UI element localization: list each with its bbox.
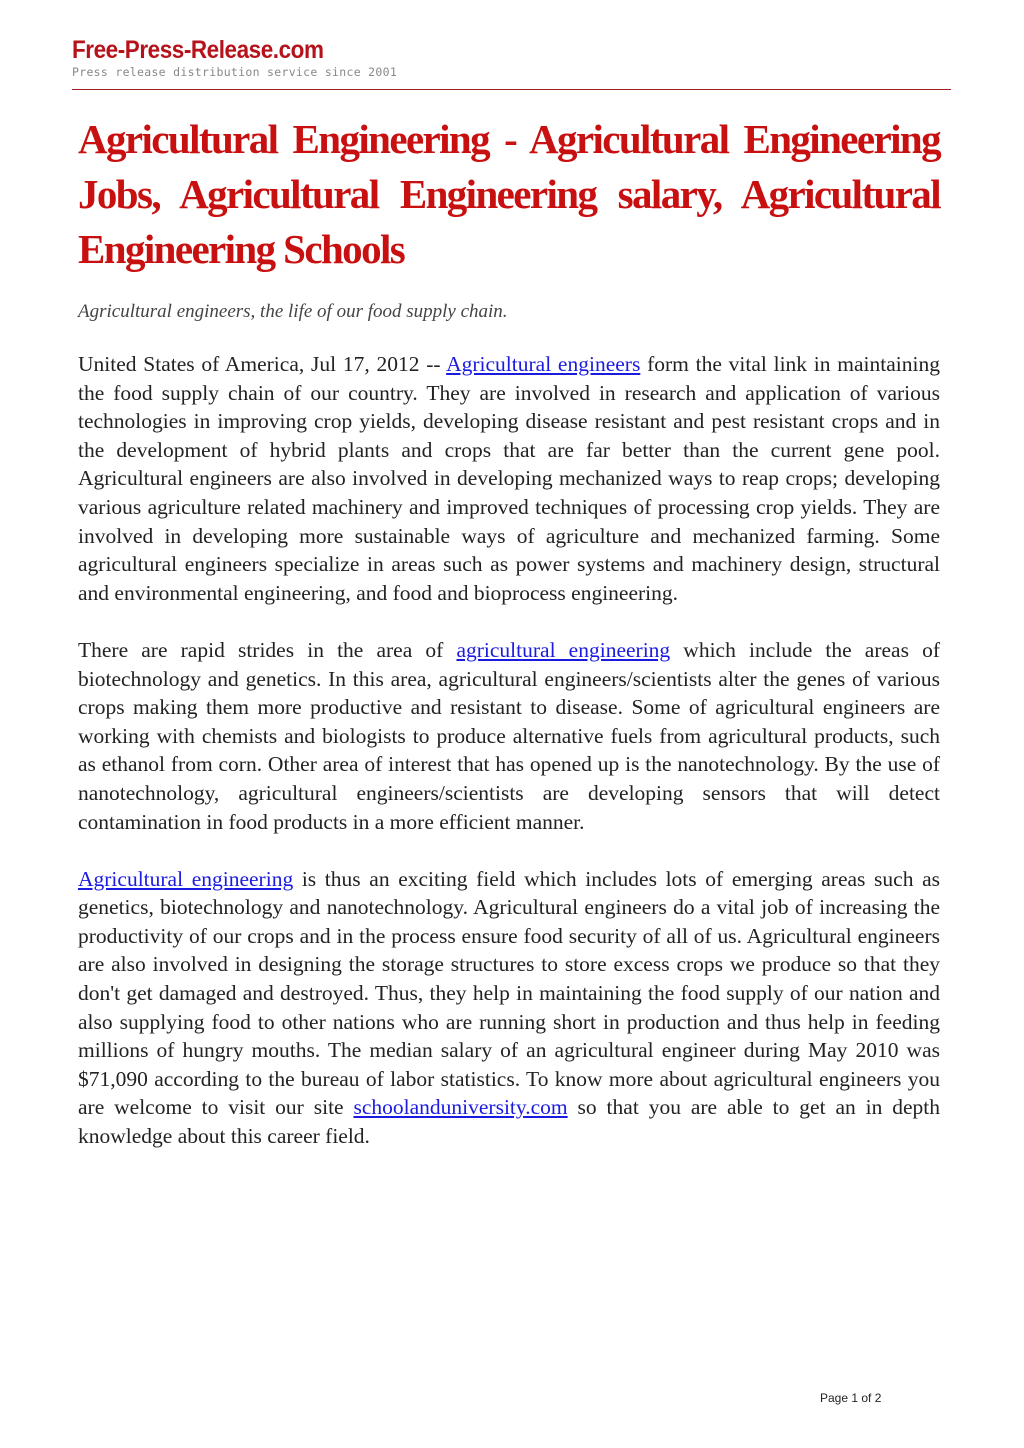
header-divider bbox=[72, 89, 951, 90]
paragraph-text: which include the areas of biotechnology and genetics. In this area, agricultural engineers/scientists alter the genes of various crops making them more productive and resistant to disease. Some of agricultural engineers are working with chemists and biologists to produce alternative fuels from agricultural products, such as ethanol from corn. Other area of interest that has opened up is the nanotechnology. By the use of nanotechnology, agricultural engineers/scientists are developing sensors that will detect contamination in food products in a more efficient manner. bbox=[78, 637, 941, 834]
paragraph-3 bbox=[78, 865, 940, 1151]
article bbox=[78, 112, 940, 1151]
paragraph-text: form the vital link in maintaining the food supply chain of our country. They are involved in research and application of various technologies in improving crop yields, developing disease resistant and pest resistant crops and in the development of hybrid plants and crops that are far better than the current gene pool. Agricultural engineers are also involved in developing mechanized ways to reap crops; developing various agriculture related machinery and improved techniques of processing crop yields. They are involved in developing more sustainable ways of agriculture and mechanized farming. Some agricultural engineers specialize in areas such as power systems and machinery design, structural and environmental engineering, and food and bioprocess engineering. bbox=[78, 352, 940, 605]
site-logo bbox=[72, 36, 397, 79]
dateline: United States of America, Jul 17, 2012 -- bbox=[78, 352, 447, 376]
paragraph-1 bbox=[78, 350, 940, 607]
logo-name: Free-Press-Release.com bbox=[72, 36, 324, 64]
link-schoolanduniversity[interactable]: schoolanduniversity.com bbox=[353, 1095, 568, 1120]
article-title: Agricultural Engineering - Agricultural Engineering Jobs, Agricultural Engineering salary, Agricultural Engineering Schools bbox=[78, 116, 940, 272]
link-agricultural-engineering-2[interactable]: Agricultural engineering bbox=[78, 866, 294, 891]
paragraph-text: is thus an exciting field which includes lots of emerging areas such as genetics, biotechnology and nanotechnology. Agricultural engineers do a vital job of increasing the productivity of our crops and in the process ensure food security of all of us. Agricultural engineers are also involved in designing the storage structures to store excess crops we produce so that they don't get damaged and destroyed. Thus, they help in maintaining the food supply of our nation and also supplying food to other nations who are running short in production and thus help in feeding millions of hungry mouths. The median salary of an agricultural engineer during May 2010 was $71,090 according to the bureau of labor statistics. To know more about agricultural engineers you are welcome to visit our site bbox=[78, 866, 941, 1120]
page-number: Page 1 of 2 bbox=[820, 1391, 882, 1405]
link-agricultural-engineers[interactable]: Agricultural engineers bbox=[446, 352, 641, 376]
paragraph-text: There are rapid strides in the area of bbox=[78, 637, 457, 662]
logo-tagline: Press release distribution service since 2001 bbox=[72, 65, 398, 79]
paragraph-text: so that you are able to get an in depth knowledge about this career field. bbox=[78, 1095, 941, 1149]
article-summary: Agricultural engineers, the life of our food supply chain. bbox=[78, 301, 508, 322]
link-agricultural-engineering[interactable]: agricultural engineering bbox=[456, 637, 671, 662]
paragraph-2 bbox=[78, 636, 940, 836]
